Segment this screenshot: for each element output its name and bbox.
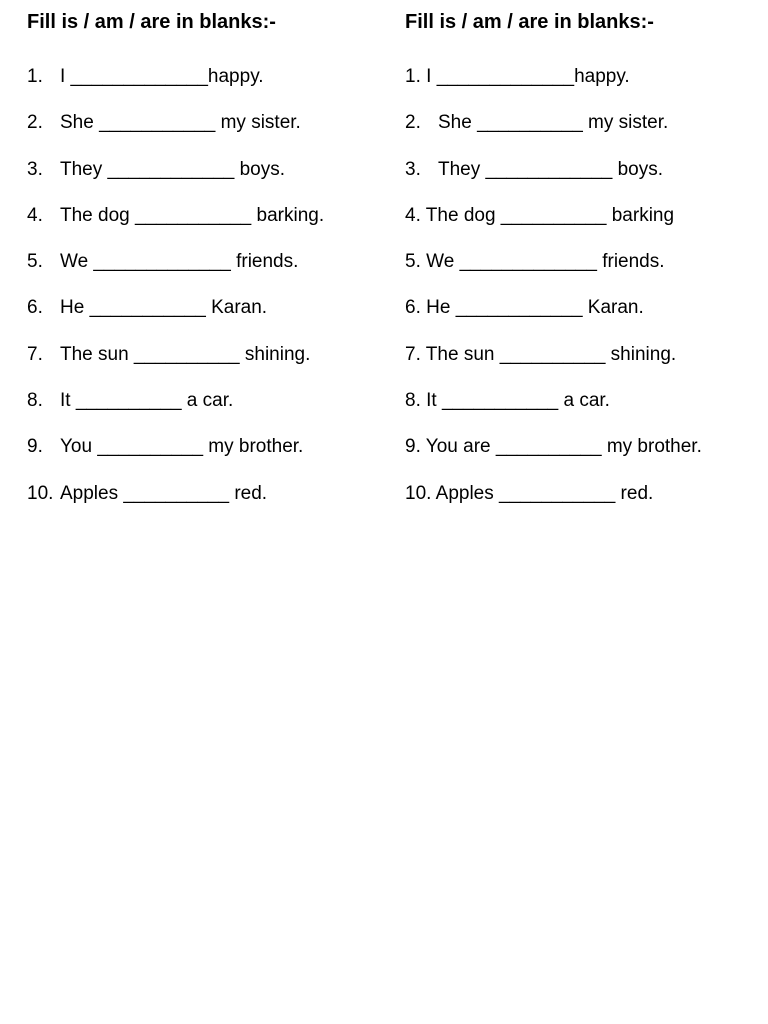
- item-sentence: She ___________ my sister.: [60, 112, 301, 134]
- item-number: 2.: [405, 112, 421, 134]
- exercise-item: [405, 111, 755, 135]
- exercise-item: [27, 250, 377, 274]
- item-number: 5.: [405, 251, 421, 273]
- exercise-item: [27, 204, 377, 228]
- item-number: 10.: [27, 482, 54, 504]
- item-sentence: It ___________ a car.: [426, 390, 610, 412]
- item-sentence: He ____________ Karan.: [426, 297, 644, 319]
- exercise-item: [27, 111, 377, 135]
- item-number: 9.: [405, 436, 421, 458]
- item-sentence: The sun __________ shining.: [60, 343, 311, 365]
- exercise-item: [405, 158, 755, 182]
- item-sentence: You __________ my brother.: [60, 436, 304, 458]
- item-number: 4.: [27, 204, 43, 226]
- item-sentence: I _____________happy.: [426, 66, 630, 87]
- item-sentence: I _____________happy.: [60, 66, 264, 87]
- item-number: 6.: [27, 297, 43, 319]
- item-number: 4.: [405, 204, 421, 226]
- item-sentence: The sun __________ shining.: [425, 343, 677, 365]
- item-sentence: You are __________ my brother.: [425, 436, 702, 458]
- item-sentence: It __________ a car.: [60, 390, 234, 412]
- item-number: 3.: [27, 158, 43, 180]
- exercise-item: [405, 482, 755, 506]
- item-sentence: They ____________ boys.: [438, 158, 664, 180]
- item-number: 9.: [27, 436, 43, 458]
- exercise-item: [27, 482, 377, 506]
- item-number: 2.: [27, 112, 43, 134]
- item-sentence: The dog ___________ barking.: [60, 204, 325, 226]
- exercise-item: [405, 343, 755, 367]
- item-sentence: Apples __________ red.: [60, 482, 268, 504]
- worksheet-left-column: [27, 10, 377, 528]
- item-sentence: We _____________ friends.: [426, 251, 665, 273]
- worksheet-right-column: [405, 10, 755, 528]
- item-sentence: They ____________ boys.: [60, 158, 286, 180]
- item-sentence: The dog __________ barking: [425, 204, 675, 226]
- item-number: 6.: [405, 297, 421, 319]
- item-sentence: We _____________ friends.: [60, 251, 299, 273]
- item-number: 8.: [27, 390, 43, 412]
- item-number: 8.: [405, 390, 421, 412]
- item-number: 7.: [27, 343, 43, 365]
- exercise-item: [27, 343, 377, 367]
- item-number: 5.: [27, 251, 43, 273]
- item-number: 7.: [405, 343, 421, 365]
- exercise-item: [27, 435, 377, 459]
- item-number: 1.: [27, 66, 43, 87]
- worksheet-heading: Fill is / am / are in blanks:-: [405, 11, 654, 33]
- exercise-item: [405, 296, 755, 320]
- item-number: 1.: [405, 66, 421, 87]
- item-number: 10.: [405, 482, 432, 504]
- item-sentence: She __________ my sister.: [438, 112, 669, 134]
- exercise-item: [27, 65, 377, 89]
- item-sentence: Apples ___________ red.: [435, 482, 654, 504]
- exercise-item: [27, 158, 377, 182]
- worksheet-heading: Fill is / am / are in blanks:-: [27, 11, 276, 33]
- item-number: 3.: [405, 158, 421, 180]
- exercise-item: [405, 65, 755, 89]
- exercise-item: [405, 435, 755, 459]
- exercise-item: [27, 296, 377, 320]
- exercise-item: [405, 250, 755, 274]
- item-sentence: He ___________ Karan.: [60, 297, 268, 319]
- exercise-item: [405, 204, 755, 228]
- exercise-item: [27, 389, 377, 413]
- exercise-item: [405, 389, 755, 413]
